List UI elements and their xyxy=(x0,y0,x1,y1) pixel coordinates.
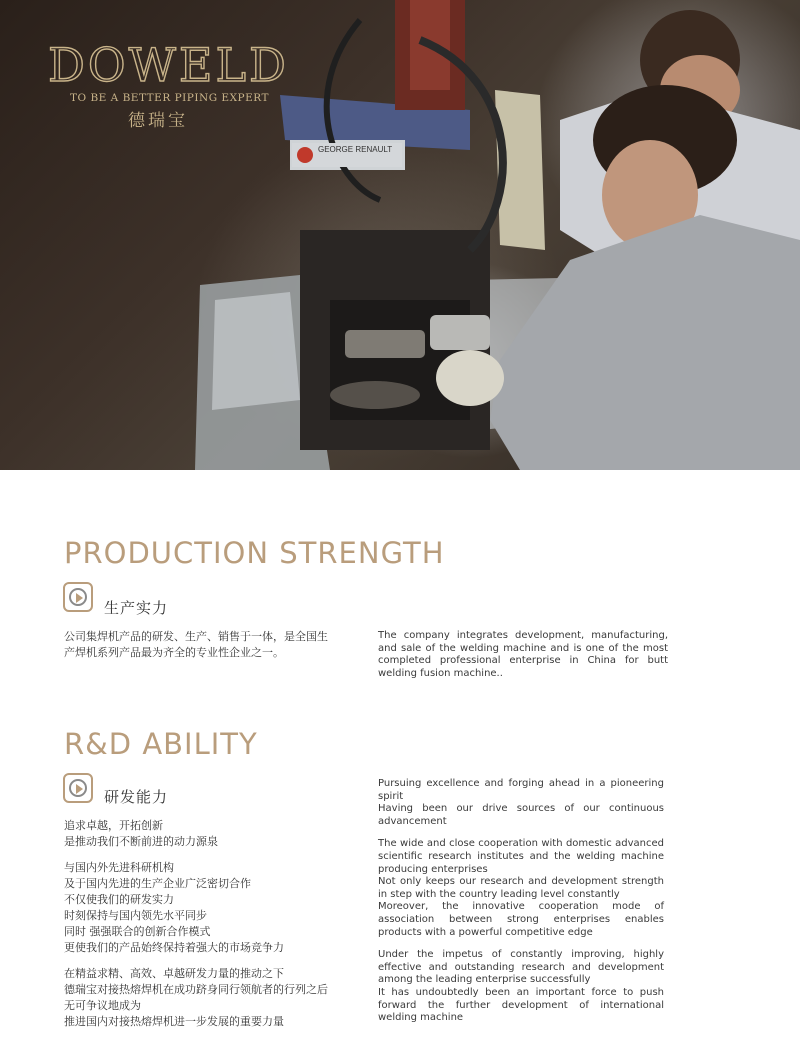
hero-photo xyxy=(0,0,800,470)
brand-tagline: TO BE A BETTER PIPING EXPERT xyxy=(70,92,270,104)
text-line: 追求卓越，开拓创新 xyxy=(64,819,163,832)
text-line: 不仅使我们的研发实力 xyxy=(64,893,174,906)
text-line: 无可争议地成为 xyxy=(64,999,141,1012)
text-line: 时刻保持与国内领先水平同步 xyxy=(64,909,207,922)
text-line: 与国内外先进科研机构 xyxy=(64,861,174,874)
production-title: PRODUCTION STRENGTH xyxy=(64,536,445,570)
text-line: 产焊机系列产品最为齐全的专业性企业之一。 xyxy=(64,646,284,659)
text-line: 在精益求精、高效、卓越研发力量的推动之下 xyxy=(64,967,284,980)
rd-cn-text xyxy=(64,818,328,1030)
text-line: 更使我们的产品始终保持着强大的市场竞争力 xyxy=(64,941,284,954)
text-paragraph: Moreover, the innovative cooperation mode of association between strong enterprises enables products with a powerful competitive edge xyxy=(378,901,664,938)
rd-title: R&D ABILITY xyxy=(64,727,258,761)
production-cn-text xyxy=(64,629,328,661)
logo-wordmark: DOWELD xyxy=(48,38,289,92)
text-paragraph: Pursuing excellence and forging ahead in a pioneering spirit xyxy=(378,778,664,802)
text-paragraph: Having been our drive sources of our continuous advancement xyxy=(378,803,664,827)
play-badge-icon xyxy=(63,773,93,803)
text-line: 是推动我们不断前进的动力源泉 xyxy=(64,835,218,848)
text-paragraph: It has undoubtedly been an important force to push forward the further development of international welding machine xyxy=(378,986,664,1024)
text-line: 及于国内先进的生产企业广泛密切合作 xyxy=(64,877,251,890)
text-paragraph: Under the impetus of constantly improving, highly effective and outstanding research and development among the leading enterprise successfully xyxy=(378,949,664,986)
text-line: 推进国内对接热熔焊机进一步发展的重要力量 xyxy=(64,1015,284,1028)
text-paragraph: The wide and close cooperation with domestic advanced scientific research institutes and the welding machine producing enterprises xyxy=(378,838,664,875)
text-line: 德瑞宝对接热熔焊机在成功跻身同行领航者的行列之后 xyxy=(64,983,328,996)
text-line: 公司集焊机产品的研发、生产、销售于一体，是全国生 xyxy=(64,630,328,643)
text-paragraph: Not only keeps our research and development strength in step with the country leading level constantly xyxy=(378,876,664,900)
brand-logo xyxy=(48,38,289,131)
machine-label: GEORGE RENAULT xyxy=(318,145,393,154)
play-badge-icon xyxy=(63,582,93,612)
brand-chinese-name: 德瑞宝 xyxy=(128,111,188,131)
production-en-text xyxy=(378,630,668,680)
production-subtitle: 生产实力 xyxy=(104,599,169,617)
text-paragraph: The company integrates development, manufacturing, and sale of the welding machine and is one of the most completed professional enterprise in China for butt welding fusion machine.. xyxy=(378,630,668,679)
rd-en-text xyxy=(378,778,664,1025)
text-line: 同时 强强联合的创新合作模式 xyxy=(64,925,211,938)
rd-subtitle: 研发能力 xyxy=(104,788,169,806)
